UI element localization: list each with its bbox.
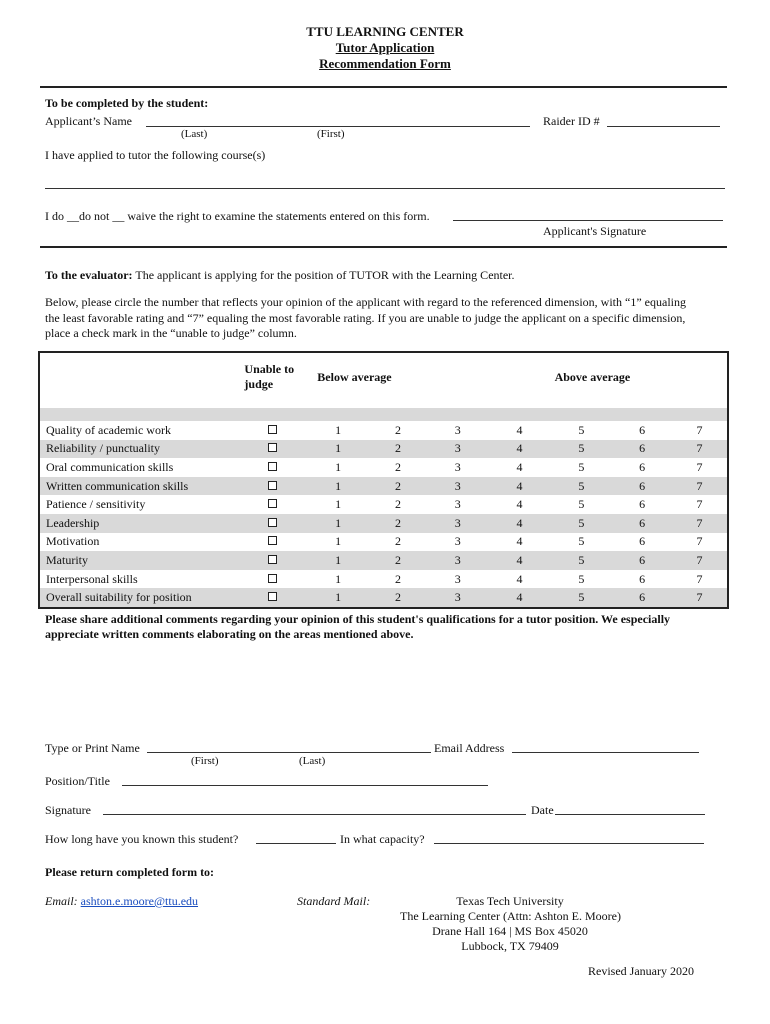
applicant-signature-field[interactable] [453, 220, 723, 221]
mailing-address [400, 894, 620, 954]
rating-option[interactable]: 1 [307, 551, 369, 570]
dimension-label: Reliability / punctuality [39, 440, 238, 459]
unable-to-judge-header: Unable to judge [244, 362, 295, 391]
evaluator-heading: To the evaluator: [45, 268, 133, 282]
rating-table-header [39, 352, 728, 408]
email-prefix: Email: [45, 894, 78, 908]
comments-prompt-1: Please share additional comments regarding your opinion of this student's qualifications for a tutor position. We especially [45, 612, 671, 626]
signature-label: Signature [45, 803, 91, 817]
rating-option[interactable]: 3 [427, 551, 489, 570]
rating-row [39, 495, 728, 514]
rating-option[interactable]: 6 [639, 459, 646, 474]
evaluator-intro-text: The applicant is applying for the position of TUTOR with the Learning Center. [135, 268, 515, 282]
return-email [45, 894, 198, 909]
raider-id-label: Raider ID # [543, 114, 600, 128]
rating-option[interactable]: 3 [427, 588, 489, 608]
rating-option[interactable]: 3 [427, 440, 489, 459]
rating-option[interactable]: 6 [639, 534, 646, 549]
evaluator-instructions-3: place a check mark in the “unable to judge” column. [45, 326, 297, 340]
standard-mail-label: Standard Mail: [297, 894, 371, 908]
rating-option[interactable]: 3 [454, 459, 461, 474]
rating-option[interactable]: 3 [454, 571, 461, 586]
dimension-label: Written communication skills [39, 477, 238, 496]
email-address-field[interactable] [512, 752, 699, 753]
rating-option[interactable]: 6 [639, 571, 646, 586]
position-title-label: Position/Title [45, 774, 110, 788]
unable-to-judge-checkbox[interactable] [268, 518, 277, 527]
rating-row [39, 458, 728, 477]
rating-row [39, 551, 728, 570]
unable-to-judge-checkbox[interactable] [268, 425, 277, 434]
email-link[interactable]: ashton.e.moore@ttu.edu [80, 894, 199, 908]
rating-option[interactable]: 7 [696, 534, 703, 549]
rating-option[interactable]: 2 [394, 422, 401, 437]
unable-to-judge-checkbox[interactable] [268, 574, 277, 583]
rating-option[interactable]: 6 [612, 514, 672, 533]
rating-option[interactable]: 3 [427, 514, 489, 533]
last-name-caption: (Last) [181, 128, 208, 140]
rating-option[interactable]: 7 [696, 571, 703, 586]
comments-area[interactable] [45, 648, 725, 728]
dimension-label: Overall suitability for position [39, 588, 238, 608]
student-divider [40, 246, 727, 248]
student-section-heading: To be completed by the student: [45, 96, 209, 110]
rating-row [39, 421, 728, 440]
rating-option[interactable]: 7 [672, 551, 728, 570]
rating-option[interactable]: 6 [639, 497, 646, 512]
email-address-label: Email Address [434, 741, 505, 755]
recommender-last-caption: (Last) [299, 755, 326, 767]
rating-row [39, 514, 728, 533]
rating-option[interactable]: 5 [550, 514, 612, 533]
dimension-label: Maturity [39, 551, 238, 570]
address-line-1: Texas Tech University [456, 894, 564, 908]
evaluator-intro [45, 268, 515, 283]
rating-option[interactable]: 5 [550, 477, 612, 496]
rating-option[interactable]: 1 [335, 497, 342, 512]
rating-option[interactable]: 5 [578, 534, 585, 549]
rating-option[interactable]: 6 [639, 422, 646, 437]
rating-option[interactable]: 1 [307, 514, 369, 533]
rating-option[interactable]: 6 [612, 551, 672, 570]
rating-option[interactable]: 2 [394, 459, 401, 474]
rating-option[interactable]: 7 [696, 422, 703, 437]
evaluator-instructions-1: Below, please circle the number that reflects your opinion of the applicant with regard to the referenced dimension, with “1” equaling [45, 295, 686, 309]
rating-option[interactable]: 2 [369, 477, 427, 496]
dimension-label: Motivation [46, 534, 100, 549]
rating-option[interactable]: 1 [335, 422, 342, 437]
evaluator-instructions-2: the least favorable rating and “7” equaling the most favorable rating. If you are unable to judge the applicant on a specific dimension, [45, 311, 686, 325]
header-divider [40, 86, 727, 88]
rating-table-spacer [39, 408, 728, 421]
rating-option[interactable]: 5 [550, 440, 612, 459]
courses-field[interactable] [45, 188, 725, 189]
above-average-header: Above average [554, 370, 631, 384]
signature-field[interactable] [103, 814, 526, 815]
capacity-field[interactable] [434, 843, 704, 844]
position-title-field[interactable] [122, 785, 488, 786]
rating-option[interactable]: 6 [612, 440, 672, 459]
date-label: Date [531, 803, 554, 817]
revised-date: Revised January 2020 [588, 964, 694, 978]
rating-option[interactable]: 2 [369, 440, 427, 459]
print-name-label: Type or Print Name [45, 741, 140, 755]
rating-option[interactable]: 5 [550, 588, 612, 608]
rating-option[interactable]: 1 [307, 588, 369, 608]
raider-id-field[interactable] [607, 126, 720, 127]
rating-option[interactable]: 1 [335, 534, 342, 549]
rating-table [38, 351, 729, 609]
rating-option[interactable]: 3 [454, 534, 461, 549]
rating-option[interactable]: 5 [578, 459, 585, 474]
recommender-first-caption: (First) [191, 755, 219, 767]
address-line-2: The Learning Center (Attn: Ashton E. Moore) [400, 909, 621, 923]
print-name-field[interactable] [147, 752, 431, 753]
rating-option[interactable]: 7 [696, 459, 703, 474]
rating-option[interactable]: 4 [516, 459, 523, 474]
return-heading: Please return completed form to: [45, 865, 215, 879]
rating-option[interactable]: 2 [369, 551, 427, 570]
rating-option[interactable]: 7 [672, 514, 728, 533]
rating-option[interactable]: 4 [516, 422, 523, 437]
rating-option[interactable]: 2 [394, 497, 401, 512]
rating-option[interactable]: 5 [550, 551, 612, 570]
dimension-label: Oral communication skills [46, 459, 174, 474]
unable-to-judge-checkbox[interactable] [268, 462, 277, 471]
rating-option[interactable]: 7 [696, 497, 703, 512]
rating-option[interactable]: 5 [578, 571, 585, 586]
rating-option[interactable]: 4 [516, 571, 523, 586]
unable-to-judge-checkbox[interactable] [268, 555, 277, 564]
waive-statement: I do __do not __ waive the right to examine the statements entered on this form. [45, 209, 430, 223]
known-duration-field[interactable] [256, 843, 336, 844]
rating-row [39, 588, 728, 608]
rating-option[interactable]: 4 [516, 497, 523, 512]
rating-row [39, 570, 728, 589]
form-header-subtitle: Recommendation Form [319, 56, 451, 71]
rating-option[interactable]: 6 [612, 477, 672, 496]
rating-option[interactable]: 3 [454, 497, 461, 512]
rating-option[interactable]: 3 [454, 422, 461, 437]
address-line-4: Lubbock, TX 79409 [461, 939, 559, 953]
rating-row [39, 477, 728, 496]
rating-option[interactable]: 5 [578, 497, 585, 512]
applicant-name-field[interactable] [146, 126, 530, 127]
rating-option[interactable]: 7 [672, 477, 728, 496]
rating-option[interactable]: 5 [578, 422, 585, 437]
applicant-name-label: Applicant’s Name [45, 114, 132, 128]
dimension-label: Patience / sensitivity [46, 497, 146, 512]
rating-option[interactable]: 1 [335, 571, 342, 586]
rating-option[interactable]: 4 [489, 588, 551, 608]
dimension-label: Leadership [39, 514, 238, 533]
rating-row [39, 533, 728, 552]
rating-option[interactable]: 1 [335, 459, 342, 474]
form-header-org: TTU LEARNING CENTER [306, 24, 464, 39]
unable-to-judge-checkbox[interactable] [268, 499, 277, 508]
unable-to-judge-checkbox[interactable] [268, 481, 277, 490]
courses-label: I have applied to tutor the following course(s) [45, 148, 266, 162]
first-name-caption: (First) [317, 128, 345, 140]
unable-to-judge-checkbox[interactable] [268, 536, 277, 545]
rating-option[interactable]: 2 [369, 514, 427, 533]
rating-option[interactable]: 4 [489, 477, 551, 496]
unable-to-judge-checkbox[interactable] [268, 443, 277, 452]
comments-prompt-2: appreciate written comments elaborating on the areas mentioned above. [45, 627, 414, 641]
unable-to-judge-checkbox[interactable] [268, 592, 277, 601]
rating-option[interactable]: 7 [672, 440, 728, 459]
rating-option[interactable]: 4 [489, 440, 551, 459]
known-duration-label: How long have you known this student? [45, 832, 239, 846]
below-average-header: Below average [317, 370, 392, 384]
capacity-label: In what capacity? [340, 832, 425, 846]
rating-row [39, 440, 728, 459]
form-header-title: Tutor Application [335, 40, 435, 55]
rating-option[interactable]: 3 [427, 477, 489, 496]
rating-option[interactable]: 7 [672, 588, 728, 608]
rating-option[interactable]: 2 [369, 588, 427, 608]
dimension-label: Quality of academic work [46, 422, 171, 437]
rating-option[interactable]: 4 [489, 551, 551, 570]
rating-option[interactable]: 4 [489, 514, 551, 533]
rating-option[interactable]: 6 [612, 588, 672, 608]
rating-option[interactable]: 2 [394, 571, 401, 586]
rating-option[interactable]: 4 [516, 534, 523, 549]
address-line-3: Drane Hall 164 | MS Box 45020 [432, 924, 588, 938]
rating-option[interactable]: 1 [307, 440, 369, 459]
rating-option[interactable]: 1 [307, 477, 369, 496]
applicant-signature-caption: Applicant's Signature [543, 224, 647, 238]
dimension-label: Interpersonal skills [46, 571, 138, 586]
date-field[interactable] [555, 814, 705, 815]
rating-option[interactable]: 2 [394, 534, 401, 549]
